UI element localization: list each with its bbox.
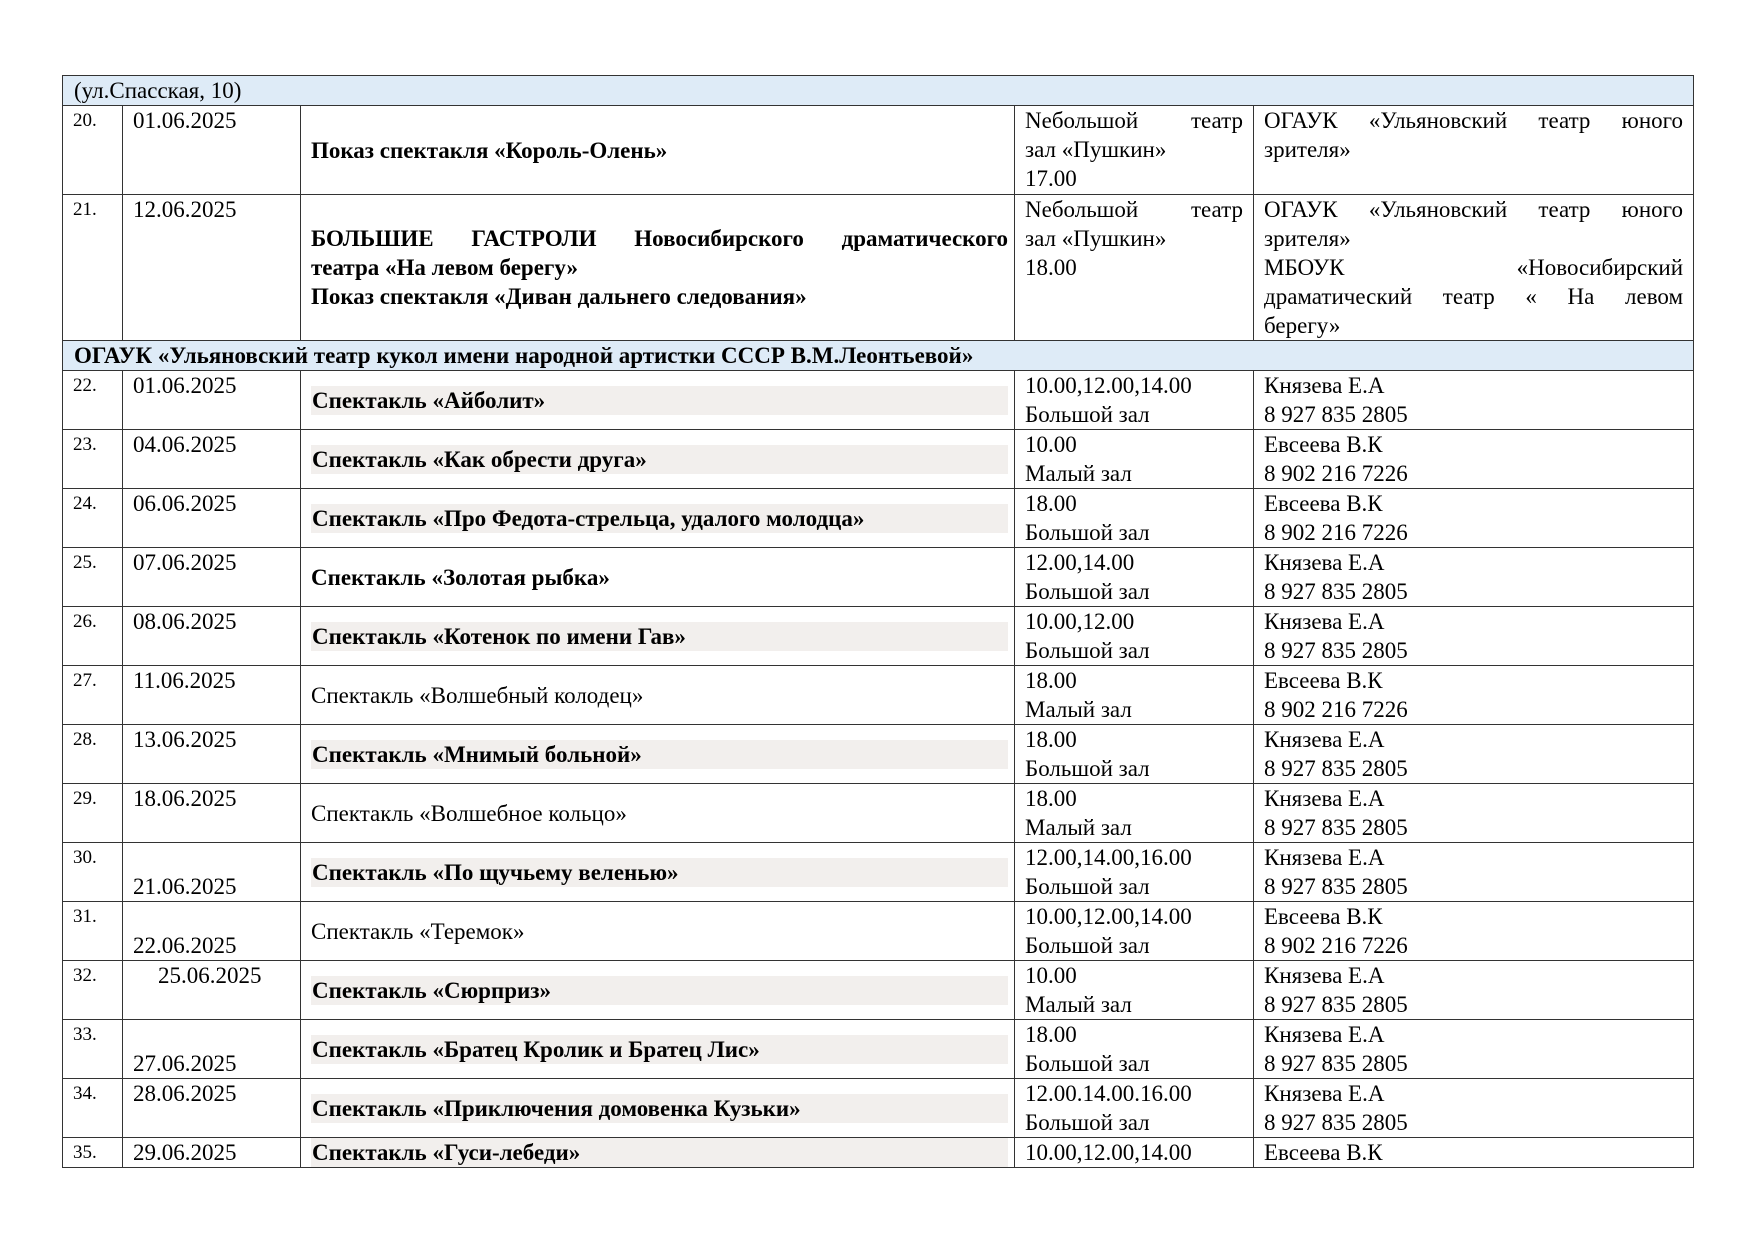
- row-number: 26.: [63, 607, 123, 666]
- event-title-text: Спектакль «Про Федота-стрельца, удалого молодца»: [311, 504, 1008, 533]
- table-row: [63, 961, 1694, 1020]
- contact-phone: 8 902 216 7226: [1264, 461, 1408, 486]
- contact-name: Князева Е.А: [1264, 1022, 1385, 1047]
- event-title-text: Спектакль «Теремок»: [311, 918, 525, 944]
- row-number: 32.: [63, 961, 123, 1020]
- row-number: 34.: [63, 1079, 123, 1138]
- event-title: [301, 1020, 1015, 1079]
- event-contact: [1254, 902, 1694, 961]
- table-row: [63, 195, 1694, 341]
- table-row: [63, 106, 1694, 195]
- event-contact: [1254, 607, 1694, 666]
- event-contact: [1254, 1079, 1694, 1138]
- contact-phone: 8 927 835 2805: [1264, 756, 1408, 781]
- organizer-line: зрителя»: [1264, 226, 1351, 251]
- event-title: [301, 1079, 1015, 1138]
- contact-name: Князева Е.А: [1264, 1081, 1385, 1106]
- event-hall: Малый зал: [1025, 992, 1132, 1017]
- event-place: [1015, 1079, 1254, 1138]
- table-row: [63, 1079, 1694, 1138]
- place-line: Nебольшой театр: [1025, 197, 1243, 222]
- event-time: 12.00.14.00.16.00: [1025, 1081, 1192, 1106]
- event-hall: Большой зал: [1025, 579, 1150, 604]
- event-title: [301, 666, 1015, 725]
- row-number: 23.: [63, 430, 123, 489]
- event-place: [1015, 607, 1254, 666]
- event-place: [1015, 666, 1254, 725]
- event-place: [1015, 784, 1254, 843]
- contact-name: Евсеева В.К: [1264, 668, 1383, 693]
- event-time: 10.00,12.00,14.00: [1025, 1140, 1192, 1165]
- table-row: [63, 1020, 1694, 1079]
- event-date: 18.06.2025: [123, 784, 301, 843]
- event-contact: [1254, 371, 1694, 430]
- row-number: 27.: [63, 666, 123, 725]
- event-date: 06.06.2025: [123, 489, 301, 548]
- table-row: [63, 1138, 1694, 1168]
- event-title: [301, 725, 1015, 784]
- event-date: 22.06.2025: [123, 902, 301, 961]
- venue-note-row: [63, 76, 1694, 106]
- event-title-text: Спектакль «Приключения домовенка Кузьки»: [311, 1094, 1008, 1123]
- event-place: [1015, 371, 1254, 430]
- section-header-row: [63, 341, 1694, 371]
- table-row: [63, 902, 1694, 961]
- event-title: [301, 843, 1015, 902]
- event-date: 29.06.2025: [123, 1138, 301, 1168]
- event-time: 12.00,14.00,16.00: [1025, 845, 1192, 870]
- event-place: [1015, 106, 1254, 195]
- contact-name: Евсеева В.К: [1264, 904, 1383, 929]
- section-title: ОГАУК «Ульяновский театр кукол имени народной артистки СССР В.М.Леонтьевой»: [63, 341, 1694, 371]
- event-time: 18.00: [1025, 727, 1077, 752]
- row-number: 31.: [63, 902, 123, 961]
- event-title: [301, 784, 1015, 843]
- contact-name: Евсеева В.К: [1264, 432, 1383, 457]
- contact-phone: 8 927 835 2805: [1264, 815, 1408, 840]
- organizer-line: зрителя»: [1264, 137, 1351, 162]
- event-title: [301, 961, 1015, 1020]
- event-date: 13.06.2025: [123, 725, 301, 784]
- contact-phone: 8 902 216 7226: [1264, 933, 1408, 958]
- contact-phone: 8 902 216 7226: [1264, 520, 1408, 545]
- event-hall: Большой зал: [1025, 520, 1150, 545]
- contact-phone: 8 927 835 2805: [1264, 1110, 1408, 1135]
- row-number: 30.: [63, 843, 123, 902]
- event-title-text: Спектакль «Золотая рыбка»: [311, 564, 610, 590]
- row-number: 28.: [63, 725, 123, 784]
- event-title: [301, 371, 1015, 430]
- event-time: 10.00,12.00,14.00: [1025, 373, 1192, 398]
- event-title-text: Показ спектакля «Король-Олень»: [311, 137, 668, 163]
- event-hall: Большой зал: [1025, 402, 1150, 427]
- event-title-text: Спектакль «Волшебный колодец»: [311, 682, 644, 708]
- organizer-line: МБОУК «Новосибирский: [1264, 255, 1684, 280]
- event-time: 10.00,12.00: [1025, 609, 1135, 634]
- event-title-text: Спектакль «Как обрести друга»: [311, 445, 1008, 474]
- event-hall: Малый зал: [1025, 697, 1132, 722]
- event-title: [301, 430, 1015, 489]
- table-row: [63, 430, 1694, 489]
- place-line: 18.00: [1025, 255, 1077, 280]
- event-time: 10.00: [1025, 963, 1077, 988]
- event-contact: [1254, 843, 1694, 902]
- event-place: [1015, 843, 1254, 902]
- event-place: [1015, 902, 1254, 961]
- row-number: 24.: [63, 489, 123, 548]
- event-date: 25.06.2025: [123, 961, 301, 1020]
- event-title: [301, 902, 1015, 961]
- table-row: [63, 607, 1694, 666]
- table-row: [63, 784, 1694, 843]
- table-row: [63, 843, 1694, 902]
- event-title-text: Спектакль «Айболит»: [311, 386, 1008, 415]
- place-line: Nебольшой театр: [1025, 108, 1243, 133]
- contact-phone: 8 927 835 2805: [1264, 579, 1408, 604]
- row-number: 22.: [63, 371, 123, 430]
- organizer-line: ОГАУК «Ульяновский театр юного: [1264, 197, 1684, 222]
- event-date: 27.06.2025: [123, 1020, 301, 1079]
- puppet-theatre-rows: [63, 371, 1694, 1168]
- event-title-text: Спектакль «Сюрприз»: [311, 976, 1008, 1005]
- event-date: 28.06.2025: [123, 1079, 301, 1138]
- event-contact: [1254, 1138, 1694, 1168]
- event-title-text: Спектакль «По щучьему веленью»: [311, 858, 1008, 887]
- contact-name: Князева Е.А: [1264, 609, 1385, 634]
- event-contact: [1254, 725, 1694, 784]
- event-title-text: Спектакль «Котенок по имени Гав»: [311, 622, 1008, 651]
- event-organizer: [1254, 106, 1694, 195]
- event-date: 07.06.2025: [123, 548, 301, 607]
- event-date: 21.06.2025: [123, 843, 301, 902]
- row-number: 20.: [63, 106, 123, 195]
- organizer-line: драматический театр « На левом: [1264, 284, 1684, 309]
- event-hall: Малый зал: [1025, 461, 1132, 486]
- event-contact: [1254, 548, 1694, 607]
- event-title-text: Спектакль «Гуси-лебеди»: [311, 1138, 1008, 1167]
- event-contact: [1254, 430, 1694, 489]
- event-time: 10.00,12.00,14.00: [1025, 904, 1192, 929]
- event-title-text: Спектакль «Братец Кролик и Братец Лис»: [311, 1035, 1008, 1064]
- contact-name: Князева Е.А: [1264, 963, 1385, 988]
- place-line: 17.00: [1025, 166, 1077, 191]
- contact-name: Князева Е.А: [1264, 786, 1385, 811]
- table-row: [63, 371, 1694, 430]
- contact-phone: 8 927 835 2805: [1264, 402, 1408, 427]
- event-title: [301, 548, 1015, 607]
- event-title: [301, 195, 1015, 341]
- event-place: [1015, 1138, 1254, 1168]
- contact-phone: 8 927 835 2805: [1264, 992, 1408, 1017]
- event-date: 01.06.2025: [123, 371, 301, 430]
- table-row: [63, 725, 1694, 784]
- table-row: [63, 548, 1694, 607]
- event-place: [1015, 489, 1254, 548]
- place-line: зал «Пушкин»: [1025, 226, 1167, 251]
- event-title: [301, 607, 1015, 666]
- contact-phone: 8 927 835 2805: [1264, 638, 1408, 663]
- event-title-line: театра «На левом берегу»: [311, 255, 578, 280]
- venue-note: (ул.Спасская, 10): [63, 76, 1694, 106]
- event-title: [301, 489, 1015, 548]
- event-hall: Большой зал: [1025, 1110, 1150, 1135]
- event-time: 18.00: [1025, 668, 1077, 693]
- contact-name: Князева Е.А: [1264, 373, 1385, 398]
- row-number: 35.: [63, 1138, 123, 1168]
- event-title: [301, 1138, 1015, 1168]
- events-table: [62, 75, 1694, 1168]
- event-place: [1015, 195, 1254, 341]
- event-contact: [1254, 961, 1694, 1020]
- row-number: 33.: [63, 1020, 123, 1079]
- contact-name: Евсеева В.К: [1264, 1140, 1383, 1165]
- event-time: 18.00: [1025, 1022, 1077, 1047]
- table-row: [63, 489, 1694, 548]
- event-place: [1015, 548, 1254, 607]
- schedule-document: [62, 75, 1693, 1168]
- event-date: 11.06.2025: [123, 666, 301, 725]
- organizer-line: ОГАУК «Ульяновский театр юного: [1264, 108, 1684, 133]
- event-time: 18.00: [1025, 491, 1077, 516]
- event-hall: Большой зал: [1025, 874, 1150, 899]
- event-time: 12.00,14.00: [1025, 550, 1135, 575]
- event-contact: [1254, 1020, 1694, 1079]
- row-number: 21.: [63, 195, 123, 341]
- event-hall: Большой зал: [1025, 638, 1150, 663]
- event-date: 12.06.2025: [123, 195, 301, 341]
- event-date: 01.06.2025: [123, 106, 301, 195]
- event-title-text: Спектакль «Мнимый больной»: [311, 740, 1008, 769]
- contact-name: Князева Е.А: [1264, 845, 1385, 870]
- event-contact: [1254, 489, 1694, 548]
- event-title-text: Спектакль «Волшебное кольцо»: [311, 800, 627, 826]
- contact-phone: 8 927 835 2805: [1264, 874, 1408, 899]
- event-hall: Большой зал: [1025, 933, 1150, 958]
- contact-name: Евсеева В.К: [1264, 491, 1383, 516]
- place-line: зал «Пушкин»: [1025, 137, 1167, 162]
- event-title-line: БОЛЬШИЕ ГАСТРОЛИ Новосибирского драматического: [311, 226, 1008, 251]
- event-place: [1015, 430, 1254, 489]
- event-date: 04.06.2025: [123, 430, 301, 489]
- event-hall: Большой зал: [1025, 756, 1150, 781]
- event-date: 08.06.2025: [123, 607, 301, 666]
- event-time: 10.00: [1025, 432, 1077, 457]
- event-title: [301, 106, 1015, 195]
- event-organizer: [1254, 195, 1694, 341]
- event-contact: [1254, 784, 1694, 843]
- event-place: [1015, 725, 1254, 784]
- contact-name: Князева Е.А: [1264, 727, 1385, 752]
- row-number: 25.: [63, 548, 123, 607]
- contact-phone: 8 902 216 7226: [1264, 697, 1408, 722]
- table-row: [63, 666, 1694, 725]
- event-contact: [1254, 666, 1694, 725]
- event-place: [1015, 1020, 1254, 1079]
- row-number: 29.: [63, 784, 123, 843]
- contact-phone: 8 927 835 2805: [1264, 1051, 1408, 1076]
- event-hall: Малый зал: [1025, 815, 1132, 840]
- event-title-line: Показ спектакля «Диван дальнего следования»: [311, 284, 807, 309]
- event-time: 18.00: [1025, 786, 1077, 811]
- organizer-line: берегу»: [1264, 313, 1341, 338]
- event-hall: Большой зал: [1025, 1051, 1150, 1076]
- contact-name: Князева Е.А: [1264, 550, 1385, 575]
- event-place: [1015, 961, 1254, 1020]
